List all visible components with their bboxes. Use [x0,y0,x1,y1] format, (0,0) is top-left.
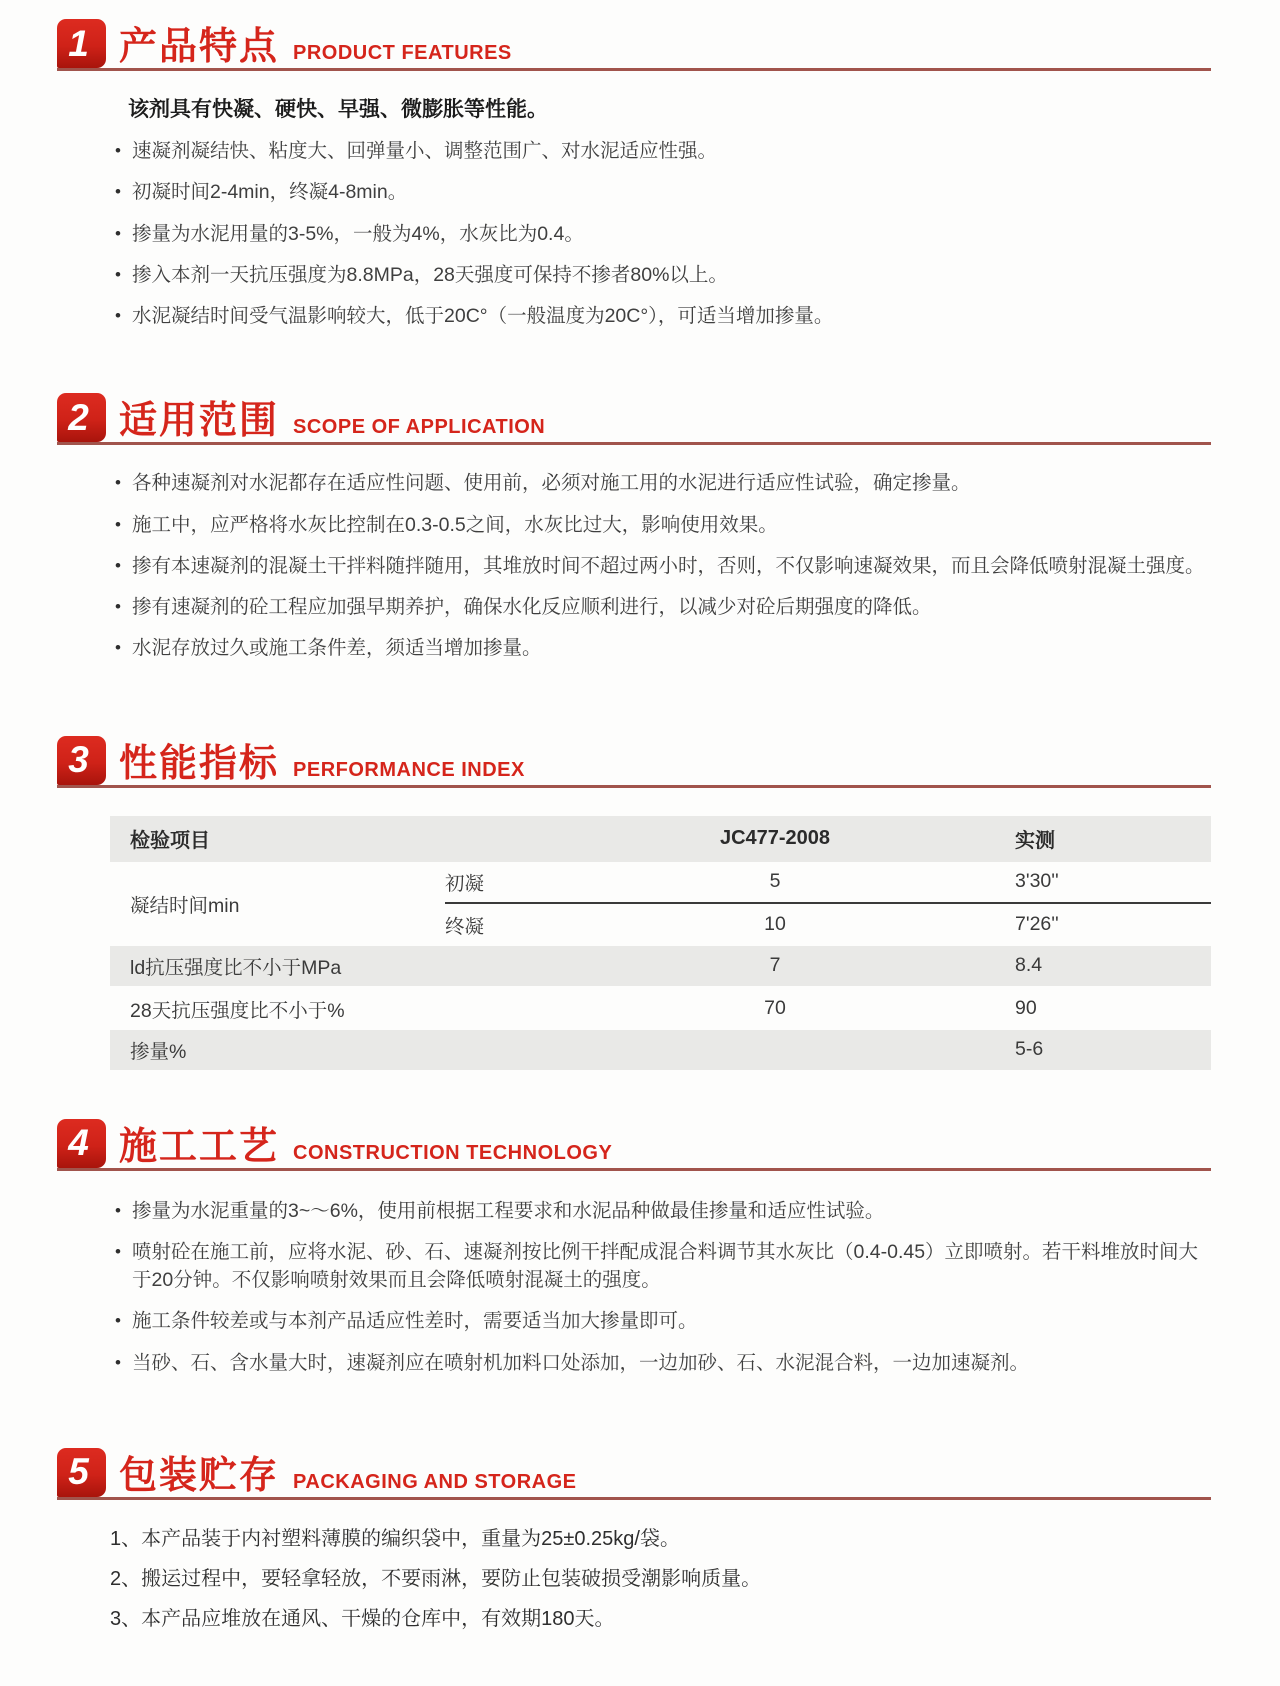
bullet-dot-icon: • [115,473,121,493]
table-row-dosage [110,1030,1211,1072]
table-cell-std: 5 [610,862,940,904]
bullet-item [115,1307,1211,1335]
bullet-dot-icon: • [115,264,121,284]
section-scope-of-application [57,394,1211,662]
section-5-title-en: PACKAGING AND STORAGE [293,1470,577,1493]
bullet-text: 各种速凝剂对水泥都存在适应性问题、使用前，必须对施工用的水泥进行适应性试验，确定掺量。 [132,472,971,495]
section-1-number-badge: 1 [57,19,106,68]
bullet-text: 掺有本速凝剂的混凝土干拌料随拌随用，其堆放时间不超过两小时，否则，不仅影响速凝效果，而且会降低喷射混凝土强度。 [132,554,1205,577]
bullet-dot-icon: • [115,1241,121,1261]
table-cell-sub-initial: 初凝 [445,862,610,904]
section-1-bullet-list [115,137,1211,330]
bullet-text: 初凝时间2-4min，终凝4-8min。 [132,181,408,204]
bullet-item [115,593,1211,621]
bullet-text: 水泥存放过久或施工条件差，须适当增加掺量。 [132,637,542,660]
bullet-dot-icon: • [115,141,121,160]
table-cell-item: 凝结时间min [130,894,240,917]
bullet-item [115,1349,1211,1377]
section-3-title-en: PERFORMANCE INDEX [293,758,525,781]
table-cell-measured: 7'26'' [1015,913,1059,936]
table-cell-item: 28天抗压强度比不小于% [130,999,345,1022]
section-3-number-badge: 3 [57,736,106,785]
section-5-number-badge: 5 [57,1448,106,1497]
performance-table [110,816,1211,1072]
bullet-text: 施工中，应严格将水灰比控制在0.3-0.5之间，水灰比过大，影响使用效果。 [132,513,778,536]
table-header-row [110,816,1211,862]
section-2-title-en: SCOPE OF APPLICATION [293,416,546,439]
list-item: 3、本产品应堆放在通风、干燥的仓库中，有效期180天。 [110,1607,615,1630]
section-packaging-storage [57,1449,1211,1632]
table-row-28d-strength [110,988,1211,1030]
section-4-bullet-list [115,1197,1211,1377]
table-cell-measured: 5-6 [1015,1038,1044,1061]
table-header-standard: JC477-2008 [719,827,831,850]
bullet-dot-icon: • [115,514,121,534]
bullet-item [115,1197,1211,1225]
table-cell-sub-final: 终凝 [445,915,485,938]
section-1-title-zh: 产品特点 [119,26,280,69]
section-construction-technology [57,1120,1211,1377]
bullet-item [115,552,1211,580]
section-performance-index [57,737,1211,1072]
section-4-number-badge: 4 [57,1119,106,1168]
bullet-item [115,634,1211,662]
table-cell-std: 70 [764,997,786,1020]
table-cell-measured: 90 [1015,997,1037,1020]
section-4-title-en: CONSTRUCTION TECHNOLOGY [293,1141,613,1164]
section-1-intro: 该剂具有快凝、硬快、早强、微膨胀等性能。 [128,98,548,121]
table-cell-std: 10 [764,913,786,936]
table-header-measured: 实测 [1015,830,1055,853]
table-header-item: 检验项目 [130,830,210,853]
section-3-header [57,737,1211,788]
list-item: 1、本产品装于内衬塑料薄膜的编织袋中，重量为25±0.25kg/袋。 [110,1527,680,1550]
bullet-text: 掺有速凝剂的砼工程应加强早期养护，确保水化反应顺利进行，以减少对砼后期强度的降低。 [132,596,932,619]
section-1-header [57,20,1211,71]
section-1-title-en: PRODUCT FEATURES [293,42,512,64]
section-2-number-badge: 2 [57,393,106,442]
bullet-text: 掺量为水泥重量的3~～6%，使用前根据工程要求和水泥品种做最佳掺量和适应性试验。 [132,1199,885,1222]
bullet-dot-icon: • [115,1311,121,1331]
table-cell-item: ld抗压强度比不小于MPa [130,956,342,979]
bullet-dot-icon: • [115,223,121,243]
section-5-header [57,1449,1211,1500]
bullet-item [115,261,1211,289]
bullet-dot-icon: • [115,555,121,575]
bullet-text: 掺入本剂一天抗压强度为8.8MPa，28天强度可保持不掺者80%以上。 [132,263,728,286]
bullet-dot-icon: • [115,638,121,658]
bullet-item [115,1238,1211,1295]
bullet-text: 喷射砼在施工前，应将水泥、砂、石、速凝剂按比例干拌配成混合料调节其水灰比（0.4-0.45）立即喷射。若干料堆放时间大于20分钟。不仅影响喷射效果而且会降低喷射混凝土的强度。 [132,1240,1199,1292]
section-2-title-zh: 适用范围 [119,400,280,443]
bullet-text: 速凝剂凝结快、粘度大、回弹量小、调整范围广、对水泥适应性强。 [132,140,718,162]
section-3-title-zh: 性能指标 [119,742,280,785]
table-row-1d-strength [110,946,1211,988]
table-cell-measured: 3'30'' [940,862,1211,904]
list-item: 2、搬运过程中，要轻拿轻放，不要雨淋，要防止包装破损受潮影响质量。 [110,1567,762,1590]
bullet-text: 当砂、石、含水量大时，速凝剂应在喷射机加料口处添加，一边加砂、石、水泥混合料，一边加速凝剂。 [132,1351,1030,1374]
section-product-features [57,20,1211,330]
table-cell-std: 7 [769,954,781,977]
bullet-dot-icon: • [115,1200,121,1220]
section-4-header [57,1120,1211,1171]
bullet-item [115,220,1211,248]
bullet-dot-icon: • [115,597,121,617]
table-cell-measured: 8.4 [1015,954,1043,977]
bullet-dot-icon: • [115,1352,121,1372]
table-row-setting-time [110,862,1211,946]
section-2-header [57,394,1211,445]
bullet-dot-icon: • [115,306,121,326]
section-5-numbered-list [110,1526,1211,1632]
bullet-text: 水泥凝结时间受气温影响较大，低于20C°（一般温度为20C°），可适当增加掺量。 [132,305,834,328]
bullet-item [115,511,1211,539]
bullet-item [115,137,1211,165]
bullet-text: 掺量为水泥用量的3-5%，一般为4%，水灰比为0.4。 [132,222,584,245]
section-5-title-zh: 包装贮存 [119,1455,280,1498]
bullet-item [115,302,1211,330]
bullet-item [115,469,1211,497]
table-cell-item: 掺量% [130,1040,187,1063]
bullet-item [115,178,1211,206]
bullet-text: 施工条件较差或与本剂产品适应性差时，需要适当加大掺量即可。 [132,1310,698,1333]
section-2-bullet-list [115,469,1211,662]
bullet-dot-icon: • [115,182,121,202]
section-4-title-zh: 施工工艺 [119,1125,280,1168]
